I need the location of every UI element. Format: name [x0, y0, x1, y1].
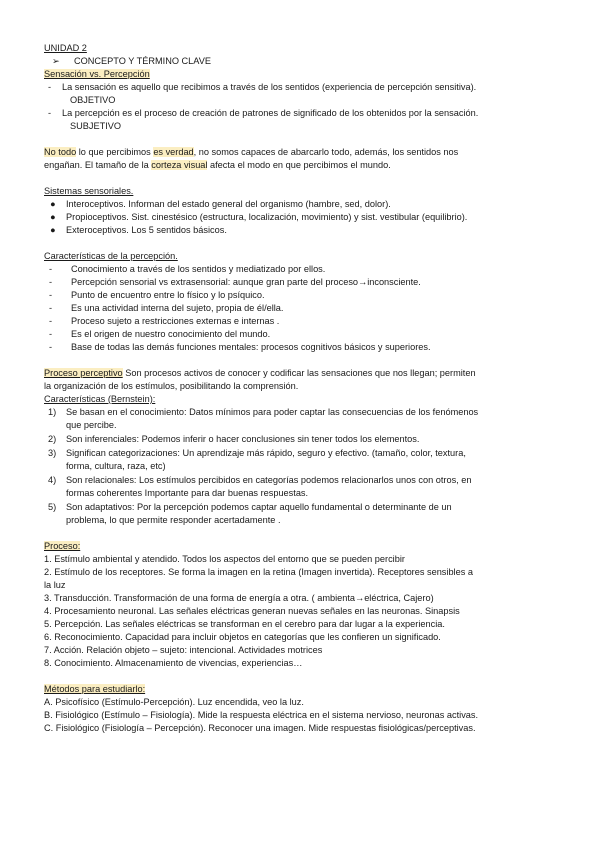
list-item: 2) Son inferenciales: Podemos inferir o hacer conclusiones sin tener todos los elementos.: [48, 434, 420, 444]
list-item: 6. Reconocimiento. Capacidad para incluir objetos en categorías que les confieren un significado.: [44, 632, 441, 642]
list-item: 3. Transducción. Transformación de una forma de energía a otra. ( ambienta→eléctrica, Cajero): [44, 593, 434, 603]
perceptive-process-line2: la organización de los estímulos, posibilitando la comprensión.: [44, 381, 299, 391]
list-item: B. Fisiológico (Estímulo – Fisiología). Mide la respuesta eléctrica en el sistema nervioso, neuronas activas.: [44, 710, 479, 720]
list-item: ● Interoceptivos. Informan del estado general del organismo (hambre, sed, dolor).: [44, 198, 556, 211]
list-item: - Punto de encuentro entre lo físico y lo psíquico.: [49, 290, 265, 300]
sensory-systems-title: Sistemas sensoriales.: [44, 186, 134, 196]
sensory-systems-list: [44, 198, 556, 237]
list-item: 2. Estímulo de los receptores. Se forma la imagen en la retina (Imagen invertida). Receptores sensibles a la luz: [44, 567, 473, 590]
list-item: A. Psicofísico (Estímulo-Percepción). Luz encendida, veo la luz.: [44, 697, 304, 707]
unit-title: UNIDAD 2: [44, 43, 87, 53]
list-item: 1) Se basan en el conocimiento: Datos mínimos para poder captar las consecuencias de los fenómenos que percibe.: [48, 407, 479, 430]
bullet-icon: ●: [50, 199, 56, 209]
list-item: ● Propioceptivos. Sist. cinestésico (estructura, localización, movimiento) y sist. vestibular (equilibrio).: [44, 211, 556, 224]
list-item: ● Exteroceptivos. Los 5 sentidos básicos.: [44, 224, 556, 237]
bernstein-title: Características (Bernstein):: [44, 394, 156, 404]
characteristics-list: [44, 263, 556, 354]
process-list: [44, 553, 556, 670]
bullet-icon: ●: [50, 225, 56, 235]
list-item: 7. Acción. Relación objeto – sujeto: intencional. Actividades motrices: [44, 645, 323, 655]
list-item: 3) Significan categorizaciones: Un aprendizaje más rápido, seguro y efectivo. (tamaño, color, textura, forma, cultura, raza, etc): [48, 448, 466, 471]
list-item: - Base de todas las demás funciones mentales: procesos cognitivos básicos y superiores.: [49, 342, 431, 352]
list-item: - Conocimiento a través de los sentidos y mediatizado por ellos.: [49, 264, 326, 274]
list-item: 8. Conocimiento. Almacenamiento de vivencias, experiencias…: [44, 658, 303, 668]
characteristics-title: Características de la percepción.: [44, 251, 178, 261]
arrow-bullet-icon: ➢: [52, 56, 60, 66]
list-item: 5. Percepción. Las señales eléctricas se transforman en el cerebro para dar lugar a la experiencia.: [44, 619, 445, 629]
list-item: 1. Estímulo ambiental y atendido. Todos los aspectos del entorno que se pueden percibir: [44, 554, 405, 564]
list-item: - Es el origen de nuestro conocimiento del mundo.: [49, 329, 271, 339]
not-all-paragraph: No todo lo que percibimos es verdad, no somos capaces de abarcarlo todo, además, los sentidos nos: [44, 147, 459, 157]
document-page: [44, 42, 556, 735]
sensation-list: [44, 81, 556, 133]
concept-header: ➢ CONCEPTO Y TÉRMINO CLAVE: [44, 55, 556, 68]
methods-title: Métodos para estudiarlo:: [44, 684, 146, 694]
not-all-paragraph-line2: engañan. El tamaño de la corteza visual afecta el modo en que percibimos el mundo.: [44, 160, 391, 170]
methods-list: [44, 696, 556, 735]
perceptive-process-paragraph: Proceso perceptivo Son procesos activos de conocer y codificar las sensaciones que nos llegan; permiten: [44, 368, 476, 378]
process-title: Proceso:: [44, 541, 81, 551]
list-item: 4. Procesamiento neuronal. Las señales eléctricas generan nuevas señales en las neuronas. Sinapsis: [44, 606, 460, 616]
list-item: 5) Son adaptativos: Por la percepción podemos captar aquello fundamental o determinante de un problema, lo que permite responder acertadamente .: [48, 502, 452, 525]
list-item: - La sensación es aquello que recibimos a través de los sentidos (experiencia de percepción sensitiva). OBJETIVO: [48, 82, 477, 105]
list-item: - Es una actividad interna del sujeto, propia de él/ella.: [49, 303, 284, 313]
list-item: C. Fisiológico (Fisiología – Percepción). Reconocer una imagen. Mide respuestas fisiológicas/perceptivas.: [44, 723, 476, 733]
bernstein-list: [44, 406, 556, 527]
list-item: - La percepción es el proceso de creación de patrones de significado de los obtenidos por la sensación. SUBJETIVO: [48, 108, 479, 131]
list-item: - Proceso sujeto a restricciones externas e internas .: [49, 316, 280, 326]
sensation-title: Sensación vs. Percepción: [44, 69, 150, 79]
list-item: 4) Son relacionales: Los estímulos percibidos en categorías podemos relacionarlos unos con otros, en formas coherentes Importante para dar buenas respuestas.: [48, 475, 472, 498]
bullet-icon: ●: [50, 212, 56, 222]
list-item: - Percepción sensorial vs extrasensorial: aunque gran parte del proceso→inconsciente.: [49, 277, 421, 287]
